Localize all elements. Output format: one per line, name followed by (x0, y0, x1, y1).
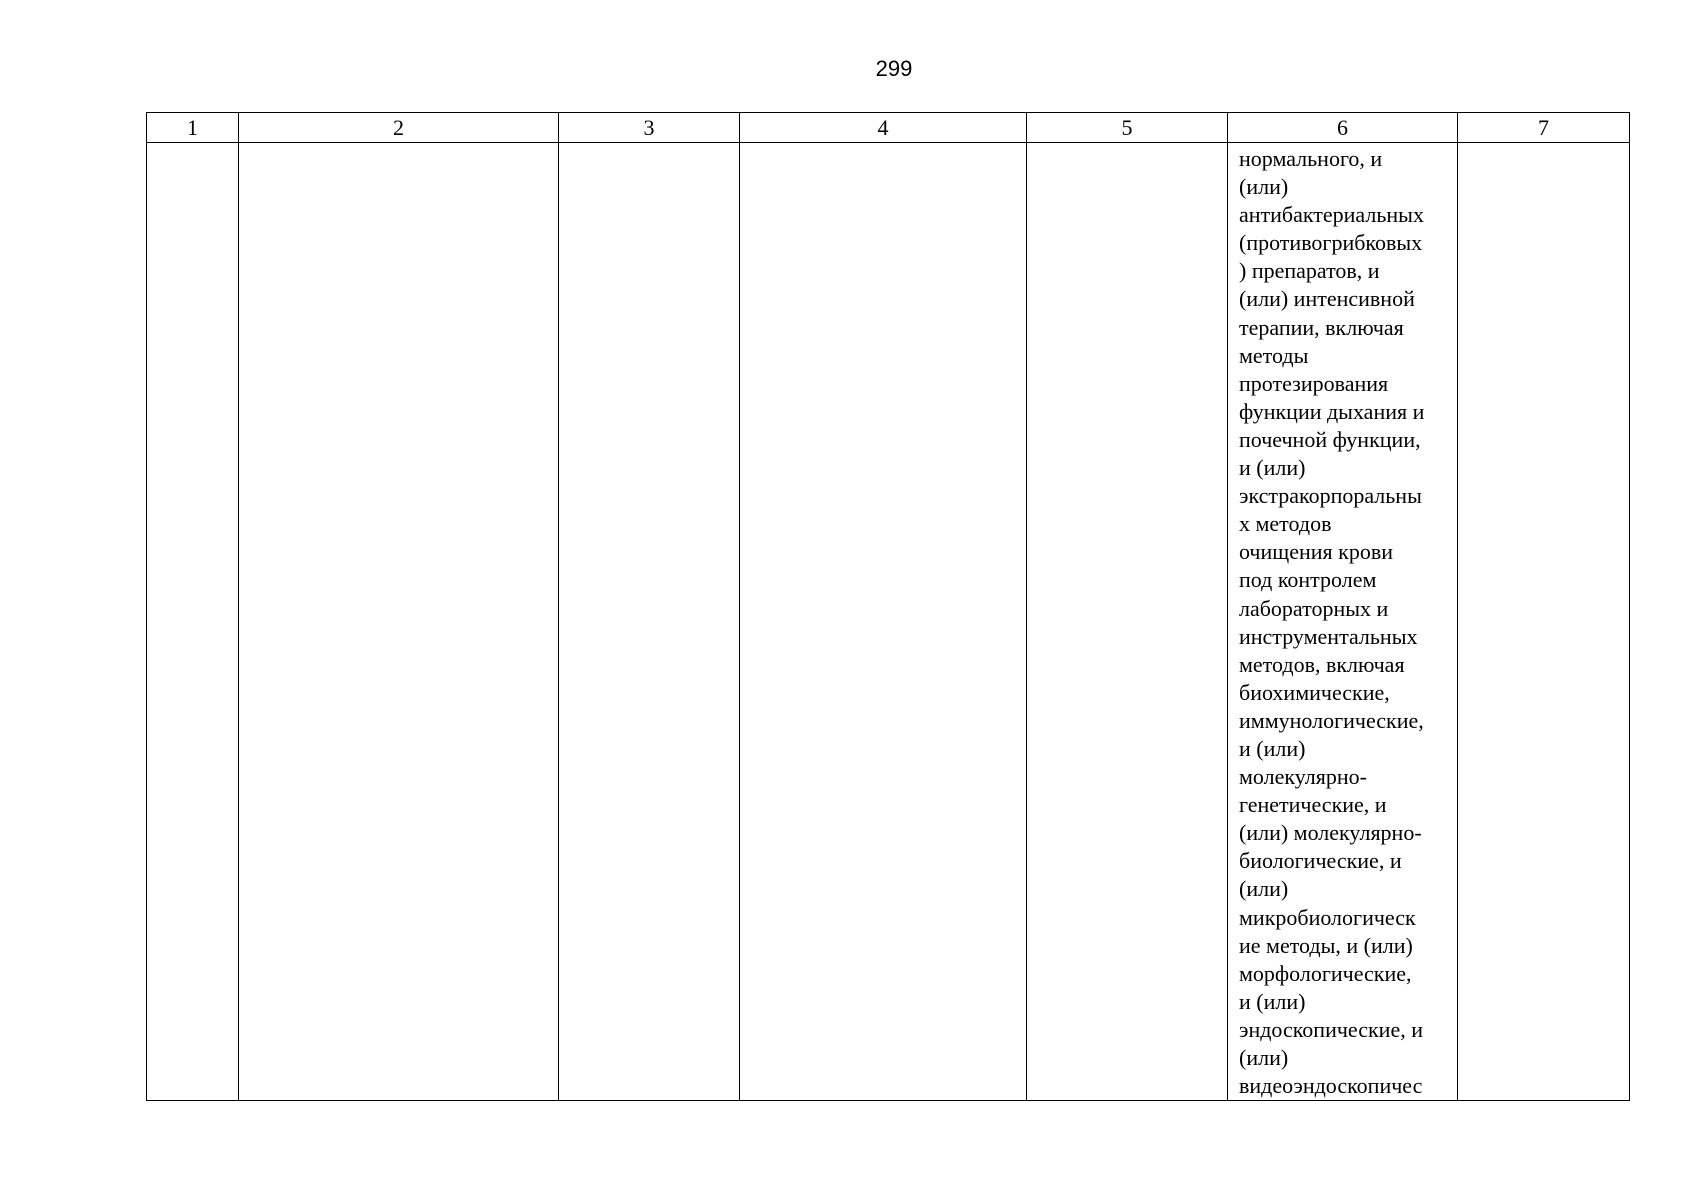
column-header-3: 3 (559, 113, 740, 143)
document-table (146, 112, 1630, 1101)
column-header-5: 5 (1027, 113, 1228, 143)
cell-text-col6: нормального, и (или) антибактериальных (противогрибковых ) препаратов, и (или) интенсивной терапии, включая методы протезирования функции дыхания и почечной функции, и (или) экстракорпоральны х методов очищения крови под контролем лабораторных и инструментальных методов, включая биохимические, иммунологические, и (или) молекулярно- генетические, и (или) молекулярно- биологические, и (или) микробиологическ ие методы, и (или) морфологические, и (или) эндоскопические, и (или) видеоэндоскопичес (1239, 146, 1425, 1099)
page-number: 299 (875, 56, 913, 81)
table-cell-col4 (740, 143, 1027, 1101)
column-header-6: 6 (1228, 113, 1458, 143)
table-row (147, 143, 1630, 1101)
column-header-4: 4 (740, 113, 1027, 143)
table-header-row (147, 113, 1630, 143)
column-header-1: 1 (147, 113, 239, 143)
table-cell-col6 (1228, 143, 1458, 1101)
table-cell-col5 (1027, 143, 1228, 1101)
column-header-7: 7 (1458, 113, 1630, 143)
table-cell-col2 (239, 143, 559, 1101)
table-cell-col1 (147, 143, 239, 1101)
table-cell-col3 (559, 143, 740, 1101)
column-header-2: 2 (239, 113, 559, 143)
table-cell-col7 (1458, 143, 1630, 1101)
